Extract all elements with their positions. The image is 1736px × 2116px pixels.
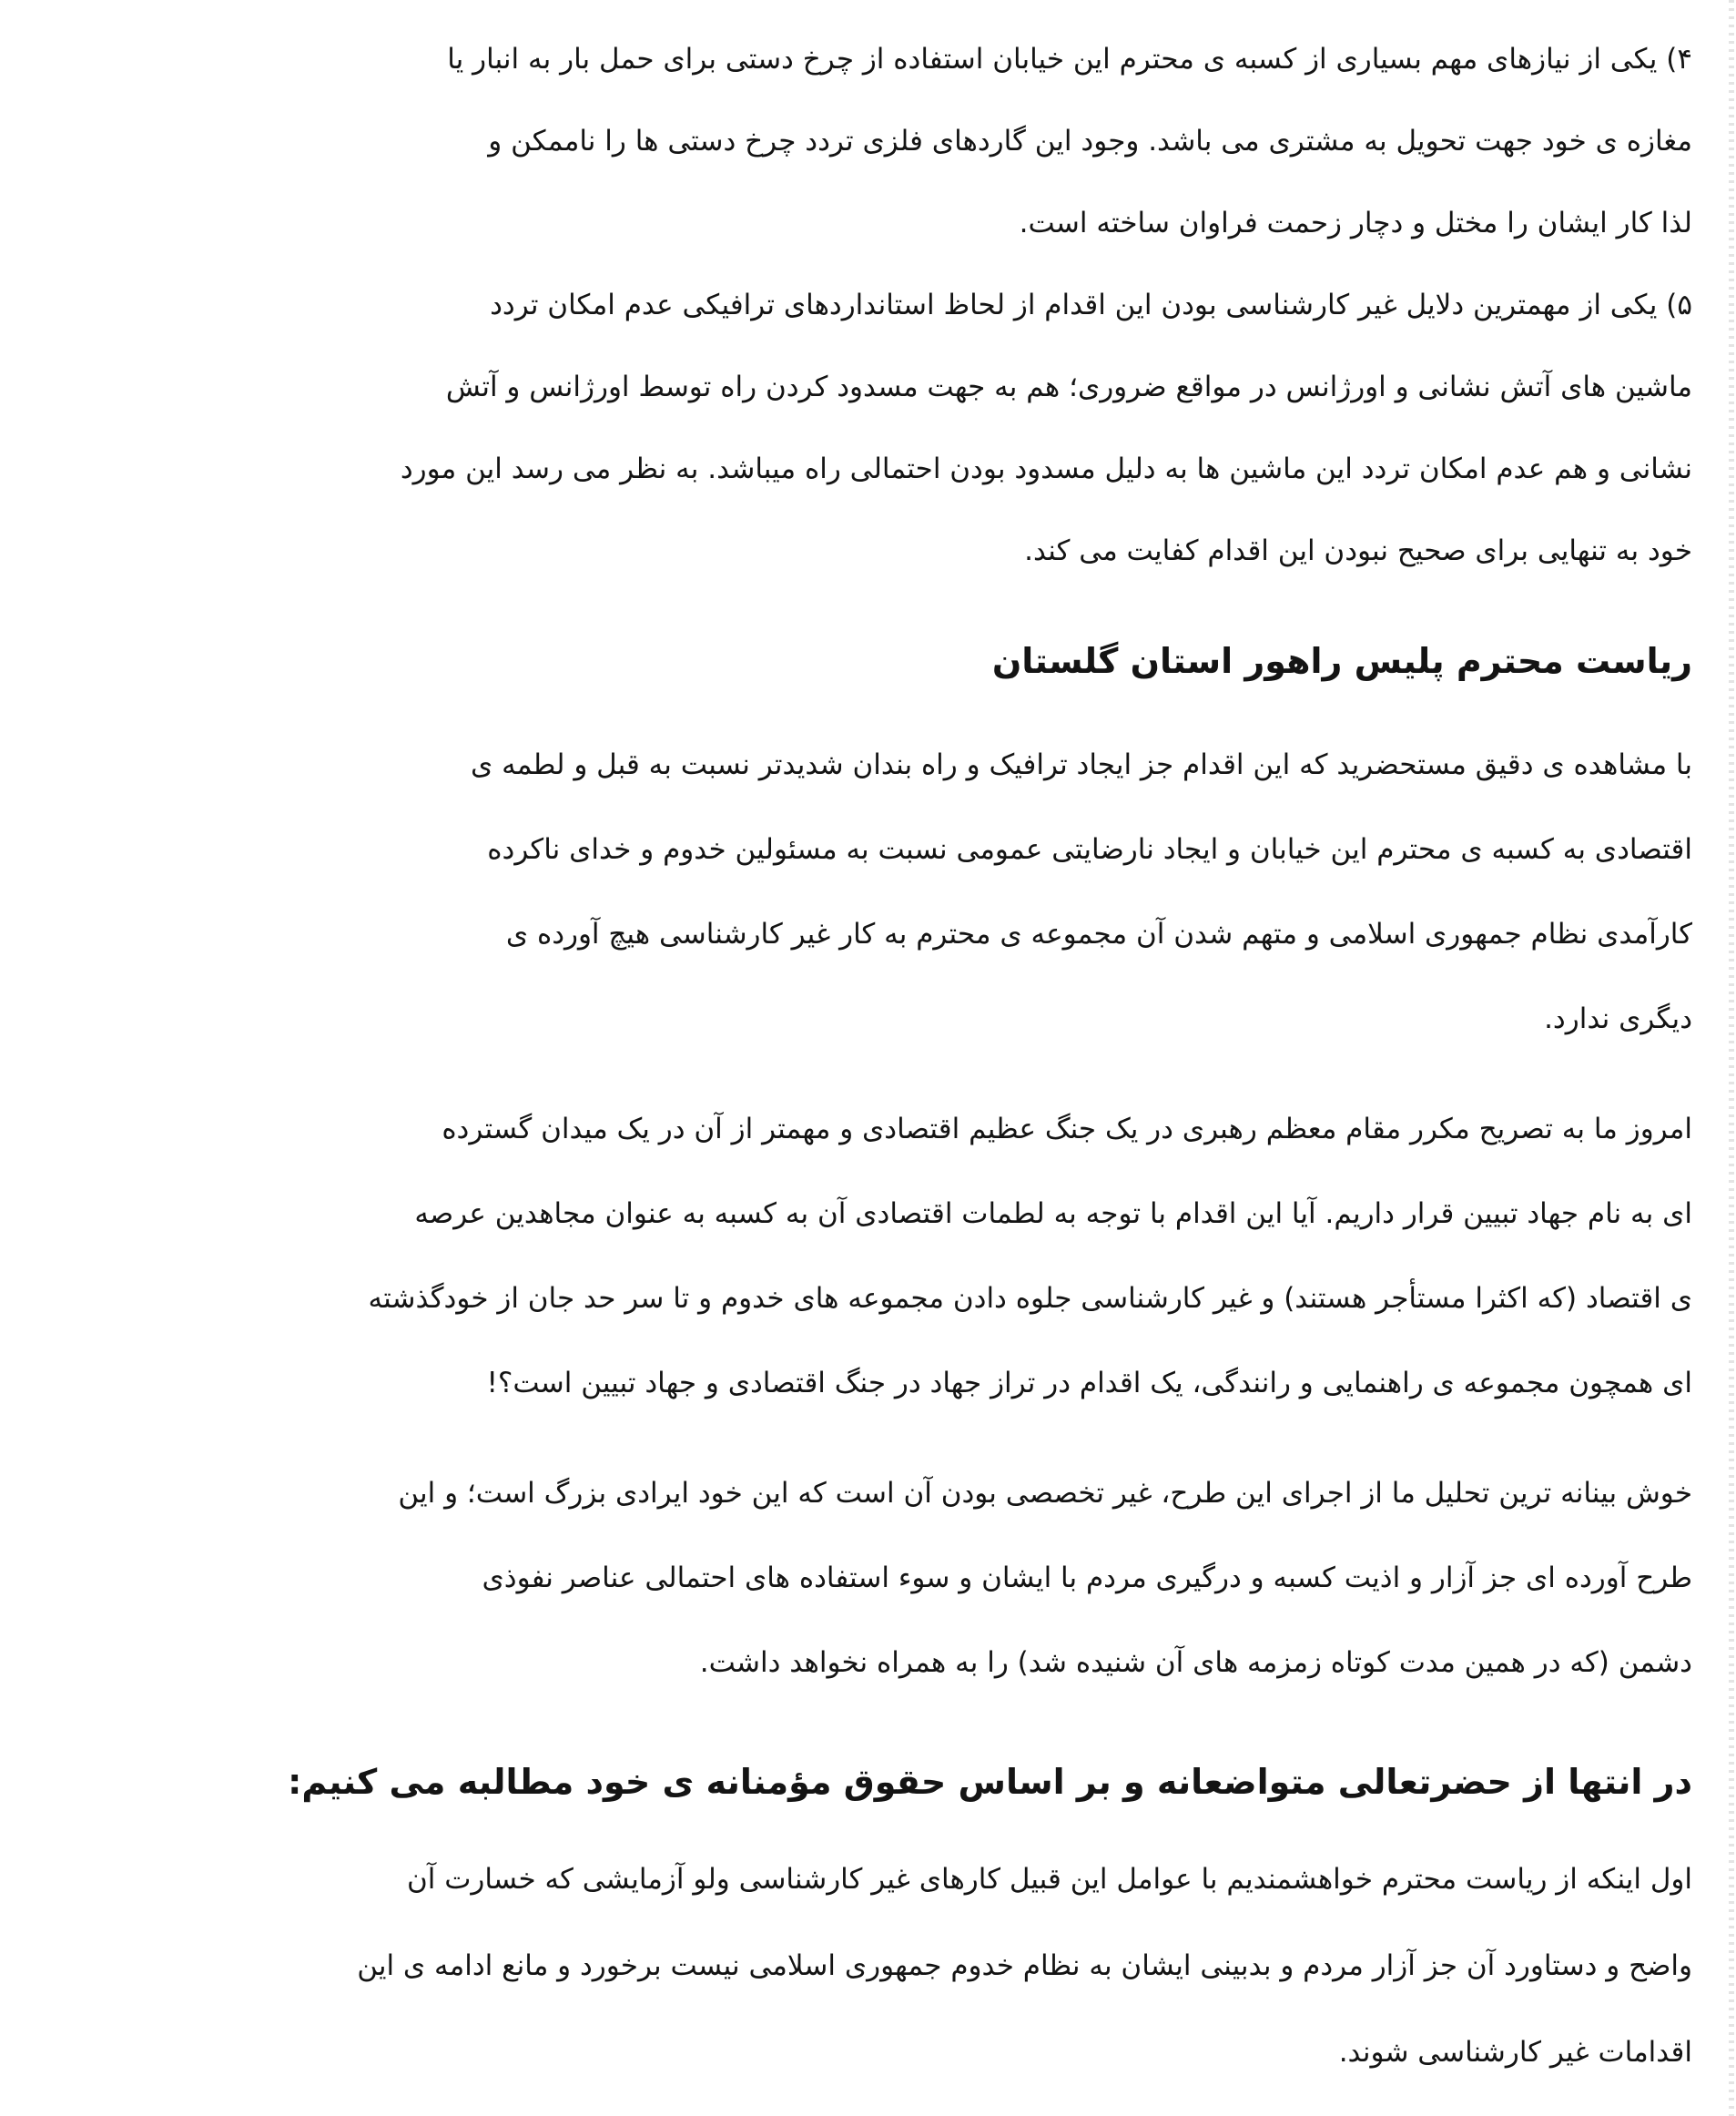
section-4-line: لذا کار ایشان را مختل و دچار زحمت فراوان ساخته است. [1019, 207, 1692, 239]
scan-edge-right [1729, 0, 1734, 2116]
body-line: اول اینکه از ریاست محترم خواهشمندیم با عوامل این قبیل کارهای غیر کارشناسی ولو آزمایشی که خسارت آن [406, 1863, 1692, 1896]
section-5-line: خود به تنهایی برای صحیح نبودن این اقدام کفایت می کند. [1024, 534, 1692, 567]
body-line: ای به نام جهاد تبیین قرار داریم. آیا این اقدام با توجه به لطمات اقتصادی آن به کسبه به عنوان مجاهدین عرصه [414, 1197, 1692, 1230]
demands-heading: در انتها از حضرتعالی متواضعانه و بر اساس حقوق مؤمنانه ی خود مطالبه می کنیم: [288, 1762, 1692, 1802]
body-line: امروز ما به تصریح مکرر مقام معظم رهبری در یک جنگ عظیم اقتصادی و مهمتر از آن در یک میدان گسترده [442, 1113, 1692, 1145]
body-paragraph-3 [44, 1451, 1692, 1705]
spacer [44, 1062, 1692, 1087]
body-line: کارآمدی نظام جمهوری اسلامی و متهم شدن آن مجموعه ی محترم به کار غیر کارشناسی هیچ آورده ی [505, 918, 1692, 951]
body-line: اقتصادی به کسبه ی محترم این خیابان و ایجاد نارضایتی عمومی نسبت به مسئولین خدوم و خدای ناکرده [487, 833, 1692, 866]
body-line: با مشاهده ی دقیق مستحضرید که این اقدام جز ایجاد ترافیک و راه بندان شدیدتر نسبت به قبل و لطمه ی [470, 748, 1692, 781]
section-5-line: نشانی و هم عدم امکان تردد این ماشین ها به دلیل مسدود بودن احتمالی راه میباشد. به نظر می رسد این مورد [400, 453, 1692, 485]
body-paragraph-2 [44, 1087, 1692, 1426]
body-line: اقدامات غیر کارشناسی شوند. [1338, 2036, 1692, 2069]
section-4-line: ۴) یکی از نیازهای مهم بسیاری از کسبه ی محترم این خیابان استفاده از چرخ دستی برای حمل بار به انبار یا [447, 43, 1692, 76]
body-line: واضح و دستاورد آن جز آزار مردم و بدبینی ایشان به نظام خدوم جمهوری اسلامی نیست برخورد و مانع ادامه ی این [357, 1949, 1692, 1982]
body-line: دشمن (که در همین مدت کوتاه زمزمه های آن شنیده شد) را به همراه نخواهد داشت. [699, 1646, 1692, 1679]
section-4-paragraph [44, 18, 1692, 264]
body-line: طرح آورده ای جز آزار و اذیت کسبه و درگیری مردم با ایشان و سوء استفاده های احتمالی عناصر نفوذی [482, 1562, 1692, 1594]
section-5-line: ماشین های آتش نشانی و اورژانس در مواقع ضروری؛ هم به جهت مسدود کردن راه توسط اورژانس و آتش [445, 371, 1692, 403]
body-paragraph-1 [44, 723, 1692, 1062]
addressee-heading: ریاست محترم پلیس راهور استان گلستان [991, 641, 1692, 681]
spacer [44, 1426, 1692, 1451]
body-line: ی اقتصاد (که اکثرا مستأجر هستند) و غیر کارشناسی جلوه دادن مجموعه های خدوم و تا سر حد جان از خودگذشته [368, 1282, 1692, 1315]
demand-paragraph-1 [44, 1836, 1692, 2096]
section-5-line: ۵) یکی از مهمترین دلایل غیر کارشناسی بودن این اقدام از لحاظ استانداردهای ترافیکی عدم امکان تردد [490, 289, 1692, 321]
body-line: خوش بینانه ترین تحلیل ما از اجرای این طرح، غیر تخصصی بودن آن است که این خود ایرادی بزرگ است؛ و این [398, 1477, 1692, 1510]
section-5-paragraph [44, 264, 1692, 592]
section-4-line: مغازه ی خود جهت تحویل به مشتری می باشد. وجود این گاردهای فلزی تردد چرخ دستی ها را ناممکن و [488, 125, 1692, 158]
body-line: دیگری ندارد. [1544, 1002, 1692, 1035]
body-line: ای همچون مجموعه ی راهنمایی و رانندگی، یک اقدام در تراز جهاد در جنگ اقتصادی و جهاد تبیین است؟! [486, 1367, 1692, 1399]
